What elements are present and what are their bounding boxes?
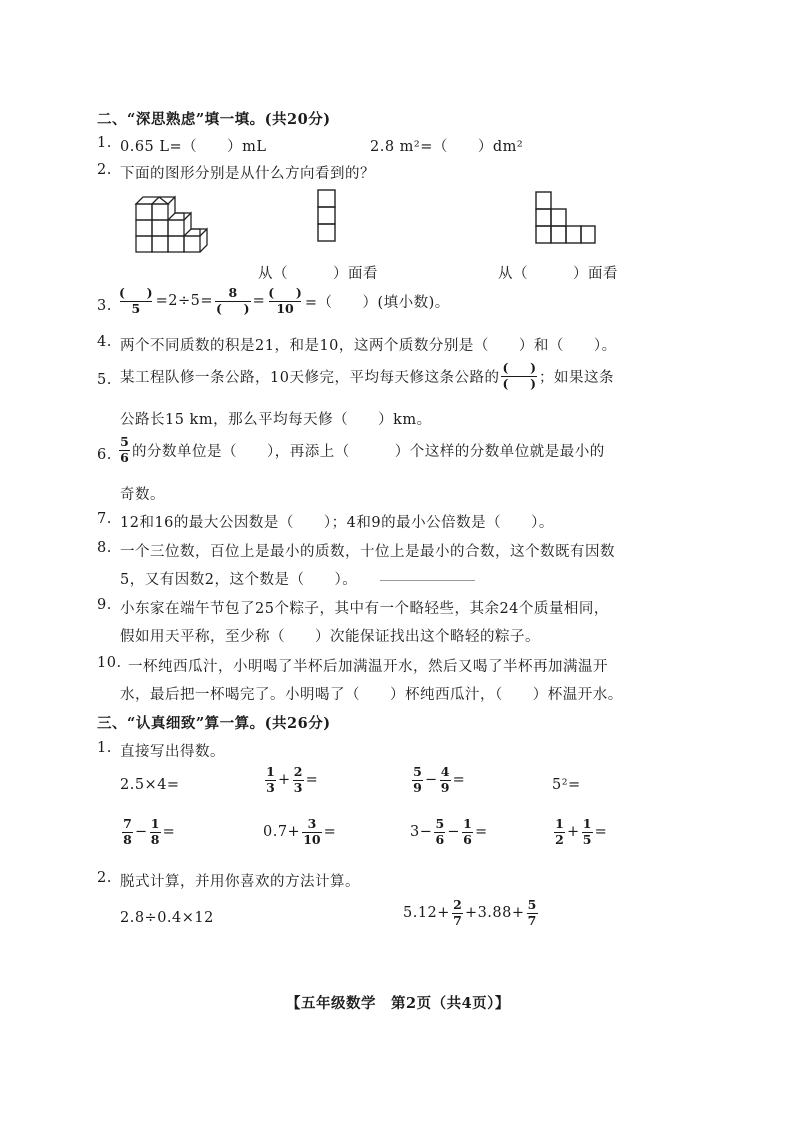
sub1-text: 直接写出得数。: [120, 744, 225, 760]
sub2-number: 2.: [97, 870, 112, 886]
q3-expression: $\frac{( )}{5}$ =2÷5= $\frac{8}{( )}$ = $\frac{( )}{10}$ =（ ）(填小数)。: [119, 285, 450, 316]
q5-line-2: 公路长15 km，那么平均每天修（ ）km。: [120, 412, 432, 428]
q4-text: 两个不同质数的积是21，和是10，这两个质数分别是（ ）和（ ）。: [120, 338, 617, 354]
sub1-number: 1.: [97, 740, 112, 756]
calc-2-5x4: 2.5×4=: [120, 777, 180, 793]
q3-number: 3.: [97, 298, 112, 314]
q1-number: 1.: [97, 135, 112, 151]
view-figure-stairs: [534, 190, 598, 248]
q3-fraction-2: $\frac{8}{( )}$: [216, 285, 250, 316]
q1-part-b: 2.8 m²=（ ）dm²: [370, 139, 524, 155]
q2-label-1: 从（ ）面看: [258, 266, 378, 282]
q5-number: 5.: [97, 372, 112, 388]
scan-smudge-line: [380, 580, 475, 581]
q2-text: 下面的图形分别是从什么方向看到的？: [120, 166, 375, 182]
q2-label-2: 从（ ）面看: [498, 266, 618, 282]
q6-line-1: $\frac{5}{6}$ 的分数单位是（ ），再添上（ ）个这样的分数单位就是最小的: [120, 434, 605, 465]
calc-3-minus-5-6-minus-1-6: 3− $\frac{5}{6}$ − $\frac{1}{6}$ =: [410, 816, 488, 847]
calc-long-2: 5.12+ $\frac{2}{7}$ +3.88+ $\frac{5}{7}$: [403, 897, 537, 928]
q7-number: 7.: [97, 511, 112, 527]
q9-number: 9.: [97, 597, 112, 613]
calc-1-2-plus-1-5: $\frac{1}{2}$ + $\frac{1}{5}$ =: [555, 816, 608, 847]
q10-line-2: 水，最后把一杯喝完了。小明喝了（ ）杯纯西瓜汁，（ ）杯温开水。: [120, 687, 623, 703]
q5-line-1: 某工程队修一条公路，10天修完，平均每天修这条公路的 $\frac{( )}{( )}$ ；如果这条: [120, 360, 615, 391]
q2-number: 2.: [97, 162, 112, 178]
q10-line-1: 一杯纯西瓜汁，小明喝了半杯后加满温开水，然后又喝了半杯再加满温开: [128, 659, 608, 675]
q6-fraction: $\frac{5}{6}$: [120, 434, 129, 465]
page-footer: 【五年级数学 第2页（共4页）】: [286, 995, 510, 1012]
q9-line-1: 小东家在端午节包了25个粽子，其中有一个略轻些，其余24个质量相同，: [120, 601, 609, 617]
q1-part-a: 0.65 L=（ ）mL: [120, 139, 267, 155]
q3-fraction-3: $\frac{( )}{10}$: [268, 285, 302, 316]
calc-0-7-plus-3-10: 0.7+ $\frac{3}{10}$ =: [263, 816, 337, 847]
calc-7-8-minus-1-8: $\frac{7}{8}$ − $\frac{1}{8}$ =: [123, 816, 176, 847]
sub2-text: 脱式计算，并用你喜欢的方法计算。: [120, 874, 360, 890]
q8-line-2: 5，又有因数2，这个数是（ ）。: [120, 572, 358, 588]
q6-number: 6.: [97, 447, 112, 463]
q9-line-2: 假如用天平称，至少称（ ）次能保证找出这个略轻的粽子。: [120, 629, 540, 645]
q8-line-1: 一个三位数，百位上是最小的质数，十位上是最小的合数，这个数既有因数: [120, 544, 615, 560]
calc-long-1: 2.8÷0.4×12: [120, 910, 214, 926]
section-2-title: 二、“深思熟虑”填一填。(共20分): [97, 111, 331, 128]
calc-1-3-plus-2-3: $\frac{1}{3}$ + $\frac{2}{3}$ =: [266, 764, 319, 795]
q3-fraction-1: $\frac{( )}{5}$: [119, 285, 153, 316]
section-3-title: 三、“认真细致”算一算。(共26分): [97, 715, 331, 732]
q10-number: 10.: [97, 655, 122, 671]
calc-5-squared: 5²=: [552, 777, 581, 793]
q5-blank-fraction: $\frac{( )}{( )}$: [502, 360, 537, 391]
calc-5-9-minus-4-9: $\frac{5}{9}$ − $\frac{4}{9}$ =: [413, 764, 466, 795]
q7-text: 12和16的最大公因数是（ ）；4和9的最小公倍数是（ ）。: [120, 515, 554, 531]
view-figure-column: [316, 188, 338, 244]
q4-number: 4.: [97, 334, 112, 350]
q8-number: 8.: [97, 540, 112, 556]
cube-stack-figure: [134, 190, 214, 260]
q6-line-2: 奇数。: [120, 487, 165, 503]
